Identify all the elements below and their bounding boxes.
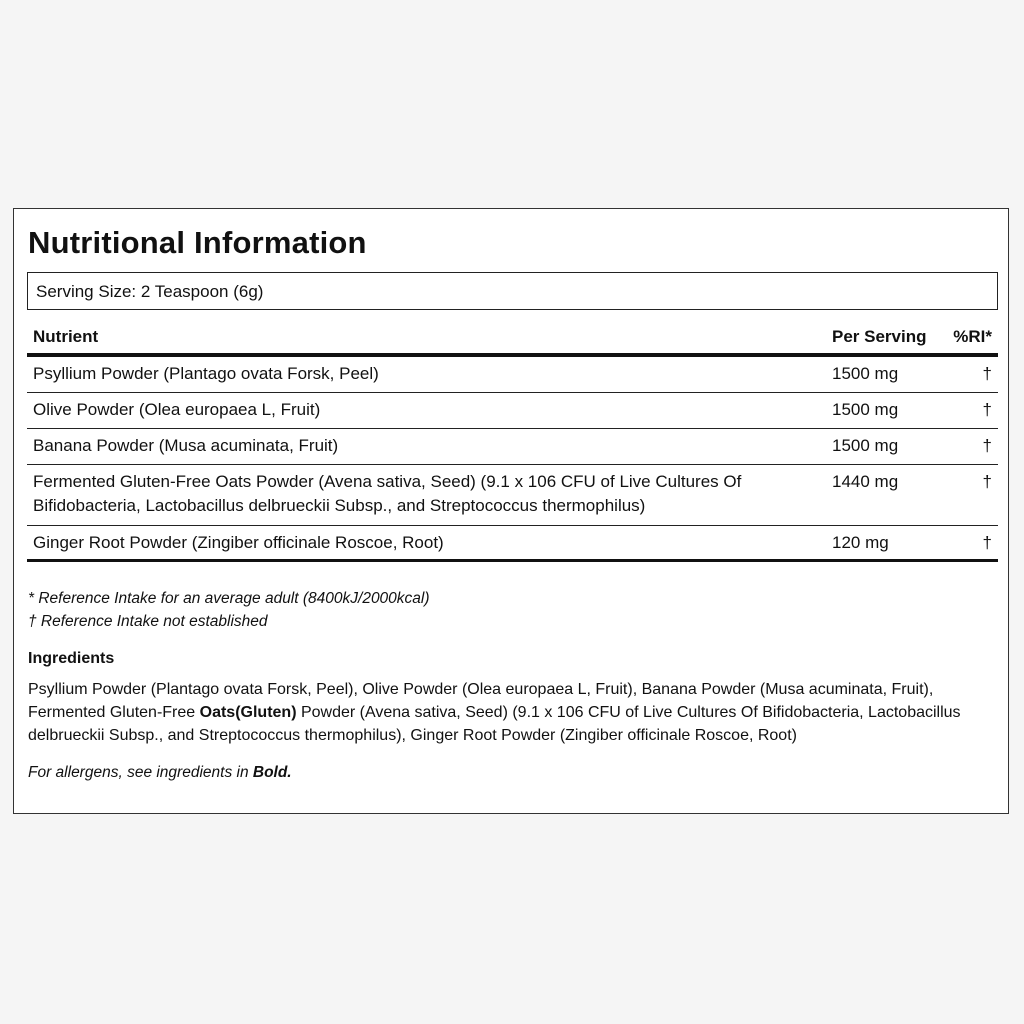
nutrient-amount: 1440 mg — [832, 472, 899, 491]
table-row — [27, 526, 998, 562]
ri-footnote: * Reference Intake for an average adult (8400kJ/2000kcal) — [28, 590, 430, 607]
ingredients-heading: Ingredients — [28, 650, 115, 667]
nutrient-name: Fermented Gluten-Free Oats Powder (Avena sativa, Seed) (9.1 x 106 CFU of Live Cultures Of Bifidobacteria, Lactobacillus delbrueckii Subsp., and Streptococcus thermophilus) — [33, 472, 742, 515]
nutrient-ri: † — [982, 400, 992, 419]
dagger-footnote: † Reference Intake not established — [28, 613, 268, 630]
allergen-note-bold: Bold. — [252, 764, 292, 781]
table-row — [27, 465, 998, 526]
ingredients-part-1: Psyllium Powder (Plantago ovata Forsk, Peel), Olive Powder (Olea europaea L, Fruit), Banana Powder (Musa acuminata, Fruit), Fermented Gluten-Free — [28, 681, 934, 721]
page-title: Nutritional Information — [28, 225, 367, 260]
nutrient-amount: 1500 mg — [832, 436, 899, 455]
header-per-serving: Per Serving — [832, 327, 927, 346]
nutrient-ri: † — [982, 364, 992, 383]
nutrient-name: Banana Powder (Musa acuminata, Fruit) — [33, 436, 339, 455]
nutrient-name: Ginger Root Powder (Zingiber officinale Roscoe, Root) — [33, 533, 444, 552]
allergen-bold: Oats(Gluten) — [199, 704, 297, 721]
nutrient-amount: 1500 mg — [832, 400, 899, 419]
allergen-note-prefix: For allergens, see ingredients in — [28, 764, 253, 781]
header-nutrient: Nutrient — [33, 327, 99, 346]
nutrition-panel — [13, 208, 1009, 814]
nutrient-amount: 1500 mg — [832, 364, 899, 383]
nutrient-amount: 120 mg — [832, 533, 889, 552]
table-header — [27, 321, 998, 357]
nutrient-name: Olive Powder (Olea europaea L, Fruit) — [33, 400, 321, 419]
header-ri: %RI* — [953, 327, 992, 346]
table-row — [27, 357, 998, 393]
footnotes — [28, 587, 430, 633]
nutrient-name: Psyllium Powder (Plantago ovata Forsk, Peel) — [33, 364, 379, 383]
nutrient-ri: † — [982, 472, 992, 491]
table-row — [27, 393, 998, 429]
ingredients-part-2: Powder (Avena sativa, Seed) (9.1 x 106 CFU of Live Cultures Of Bifidobacteria, Lactobacillus delbrueckii Subsp., and Streptococcus thermophilus), Ginger Root Powder (Zingiber officinale Roscoe, Root) — [28, 704, 961, 744]
ingredients-text — [28, 678, 1003, 747]
nutrient-ri: † — [982, 436, 992, 455]
serving-size-box: Serving Size: 2 Teaspoon (6g) — [27, 272, 998, 310]
nutrient-ri: † — [982, 533, 992, 552]
table-row — [27, 429, 998, 465]
allergen-note — [28, 764, 292, 782]
nutrient-table — [27, 321, 998, 562]
